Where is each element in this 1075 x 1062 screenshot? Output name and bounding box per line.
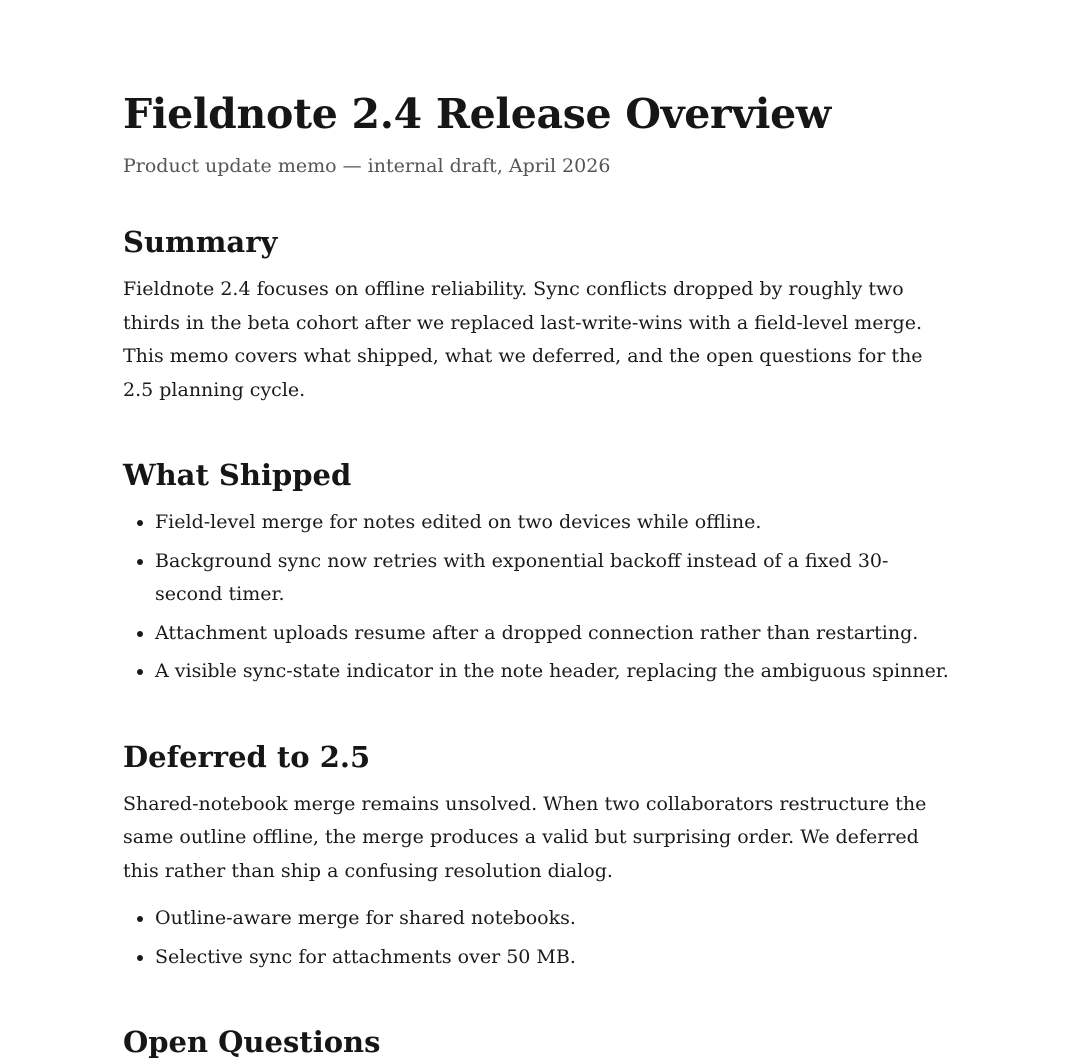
section-heading-summary: Summary	[123, 225, 278, 259]
document-page	[123, 86, 953, 1062]
section-deferred	[123, 737, 953, 975]
section-heading-deferred: Deferred to 2.5	[123, 739, 371, 774]
section-heading-what-shipped: What Shipped	[123, 458, 352, 492]
section-summary	[123, 222, 953, 407]
list-item: • Field-level merge for notes edited on two devices while offline.	[155, 506, 953, 540]
section-open-questions	[123, 1022, 953, 1062]
list-item: • Attachment uploads resume after a dropped connection rather than restarting.	[155, 617, 953, 651]
summary-paragraph: Fieldnote 2.4 focuses on offline reliability. Sync conflicts dropped by roughly two thirds in the beta cohort after we replaced last-write-wins with a field-level merge. This memo covers what shipped, what we deferred, and the open questions for the 2.5 planning cycle.	[123, 278, 923, 401]
list-item: • A visible sync-state indicator in the note header, replacing the ambiguous spinner.	[155, 655, 953, 689]
document-subtitle: Product update memo — internal draft, April 2026	[123, 155, 611, 177]
section-heading-open-questions: Open Questions	[123, 1025, 381, 1059]
list-item: • Background sync now retries with exponential backoff instead of a fixed 30-second timer.	[155, 545, 953, 612]
deferred-paragraph: Shared-notebook merge remains unsolved. When two collaborators restructure the same outline offline, the merge produces a valid but surprising order. We deferred this rather than ship a confusing resolution dialog.	[123, 792, 927, 882]
section-what-shipped	[123, 455, 953, 689]
deferred-list	[123, 902, 953, 974]
shipped-list	[123, 506, 953, 689]
list-item: • Selective sync for attachments over 50 MB.	[155, 941, 953, 975]
document-title: Fieldnote 2.4 Release Overview	[123, 90, 831, 138]
list-item: • Outline-aware merge for shared notebooks.	[155, 902, 953, 936]
